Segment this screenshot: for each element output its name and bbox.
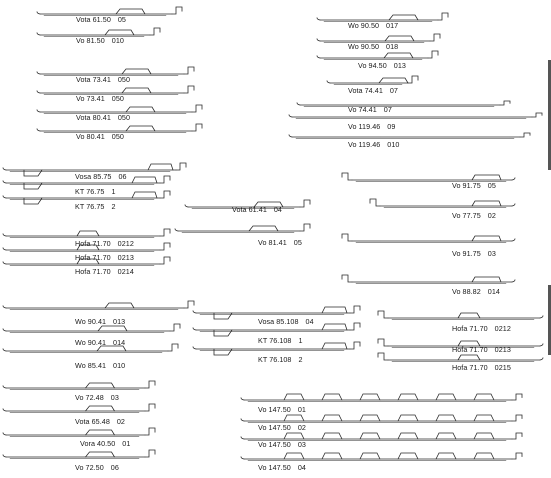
needle-butt [438,13,448,20]
needle-code: 06 [110,463,119,472]
needle-tooth [436,433,456,439]
needle-model: Hofa 71.70 [75,239,111,248]
needle-step [458,355,480,360]
needle-code: 06 [118,172,127,181]
needle-label [348,43,398,51]
needle-step [126,107,155,112]
needle-model: Vo 147.50 [258,463,291,472]
needle-drawing [342,234,515,243]
needle-drawing [37,67,194,76]
needle-step [472,277,501,282]
needle-tooth [436,394,456,400]
needle-hook [289,135,292,137]
needle-hook [512,280,515,282]
needle-step [214,330,232,336]
needle-butt [342,173,352,180]
needle-code: 050 [117,113,131,122]
needle-hook [3,262,6,264]
needle-code: 02 [116,417,125,426]
needle-step [24,183,42,189]
needle-butt [170,324,180,331]
needle-hook [37,72,40,74]
needle-model: Vo 74.41 [348,105,377,114]
needle-hook [540,358,543,360]
needle-step [384,53,413,58]
needle-step [389,15,418,20]
needle-model: Vo 81.50 [76,36,105,45]
needle-hook [37,91,40,93]
needle-step [214,349,232,355]
needle-label [75,464,119,472]
needle-step [126,126,155,131]
needle-label [452,250,496,258]
needle-code: 050 [111,94,124,103]
needle-tooth [360,433,380,439]
needle-code: 0212 [117,239,134,248]
needle-drawing [378,311,543,320]
needle-butt [150,28,160,35]
needle-label [452,325,511,333]
needle-code: 0214 [117,267,134,276]
needle-label [258,356,303,364]
needle-code: 04 [297,463,306,472]
needle-drawing [3,301,194,310]
needle-model: Vo 147.50 [258,440,291,449]
needle-code: 05 [293,238,302,247]
needle-butt [500,101,510,105]
needle-butt [176,163,186,170]
needle-step [322,343,347,349]
needle-model: KT 76.75 [75,202,105,211]
needle-butt [172,7,182,14]
needle-model: Vo 91.75 [452,181,481,190]
needle-tooth [398,394,418,400]
needle-label [452,364,511,372]
needle-step [458,313,480,318]
needle-hook [297,103,300,105]
needle-step [379,78,408,83]
needle-label [75,339,125,347]
needle-label [258,337,303,345]
needle-butt [184,301,194,308]
needle-label [75,268,134,276]
needle-model: Wo 85.41 [75,361,107,370]
needle-tooth [322,453,342,459]
needle-butt [408,76,418,83]
needle-step [86,383,115,388]
needle-hook [3,181,6,183]
needle-hook [175,229,178,231]
needle-butt [342,234,352,241]
needle-model: Vo 94.50 [358,61,387,70]
needle-drawing [297,101,510,107]
needle-model: Vota 61.50 [76,15,111,24]
needle-code: 09 [387,122,396,131]
needle-hook [37,110,40,112]
needle-tooth [284,415,304,421]
needle-code: 017 [386,21,399,30]
needle-model: Hofa 71.70 [452,363,488,372]
needle-butt [378,339,388,346]
needle-step [86,452,115,457]
needle-hook [512,204,515,206]
needle-butt [145,450,155,457]
needle-code: 010 [113,361,126,370]
needle-hook [3,433,6,435]
needle-model: Vota 65.48 [75,417,110,426]
needle-drawing [241,394,522,402]
needle-label [348,106,392,114]
needle-hook [327,81,330,83]
needle-step [472,175,501,180]
needle-step [148,164,173,170]
needle-code: 05 [117,15,126,24]
needle-label [348,87,398,95]
needle-tooth [474,415,494,421]
needle-code: 014 [113,338,126,347]
needle-code: 010 [111,36,124,45]
needle-code: 010 [387,140,400,149]
needle-label [76,133,124,141]
needle-model: Vo 73.41 [76,94,105,103]
needle-model: Hofa 71.70 [75,267,111,276]
needle-tooth [474,433,494,439]
needle-hook [3,168,6,170]
needle-label [358,62,406,70]
needle-drawing [378,353,543,362]
needle-model: Vo 91.75 [452,249,481,258]
needle-hook [193,328,196,330]
needle-code: 2 [111,202,116,211]
needle-step [214,313,232,319]
needle-label [75,203,116,211]
needle-model: Vo 147.50 [258,423,291,432]
needle-hook [241,419,244,421]
needle-hook [317,56,320,58]
needle-model: Vo 81.41 [258,238,287,247]
needle-butt [428,51,438,58]
needle-tooth [398,415,418,421]
needle-step [322,324,347,330]
needle-butt [160,257,170,264]
needle-step [472,236,501,241]
needle-drawing [175,224,310,233]
needle-code: 1 [298,336,303,345]
needle-butt [512,415,522,421]
needle-model: Vora 40.50 [80,439,116,448]
needle-code: 0212 [494,324,511,333]
needle-label [258,464,306,472]
needle-model: Wo 90.41 [75,317,107,326]
needle-step [86,406,115,411]
needle-drawing [317,13,448,22]
needle-code: 0213 [117,253,134,262]
needle-step [98,326,127,331]
needle-hook [193,311,196,313]
needle-hook [37,12,40,14]
needle-hook [512,178,515,180]
needle-butt [350,306,360,313]
needle-step [116,9,145,14]
needle-model: Vo 80.41 [76,132,105,141]
needle-hook [3,196,6,198]
needle-step [86,430,115,435]
needle-model: Vo 119.46 [348,140,381,149]
needle-butt [370,199,380,206]
needle-drawing [3,381,155,390]
needle-model: KT 76.108 [258,355,292,364]
needle-label [258,239,302,247]
needle-tooth [436,453,456,459]
needle-model: Vota 74.41 [348,86,383,95]
needle-label [76,95,124,103]
needle-tooth [360,415,380,421]
needle-drawing [241,415,522,423]
needle-butt [520,133,530,137]
needle-model: Wo 90.41 [75,338,107,347]
needle-butt [184,67,194,74]
needle-code: 050 [117,75,131,84]
needle-code: 07 [389,86,398,95]
needle-model: Vo 72.48 [75,393,104,402]
needle-hook [241,457,244,459]
needle-butt [192,105,202,112]
needle-butt [160,243,170,250]
needle-hook [3,248,6,250]
needle-label [232,206,282,214]
needle-model: Vosa 85.108 [258,317,299,326]
needle-tooth [322,394,342,400]
needle-tooth [474,394,494,400]
needle-model: Vota 73.41 [76,75,111,84]
needle-hook [317,18,320,20]
needle-tooth [398,453,418,459]
needle-butt [532,113,542,117]
needle-butt [342,275,352,282]
needle-code: 050 [111,132,124,141]
needle-model: Vo 88.82 [452,287,481,296]
needle-model: Vota 61.41 [232,205,267,214]
needle-code: 0213 [494,345,511,354]
needle-label [258,406,306,414]
needle-label [80,440,130,448]
needle-step [105,30,134,35]
needle-code: 1 [111,187,116,196]
needle-code: 018 [386,42,399,51]
needle-code: 014 [487,287,500,296]
needle-butt [184,86,194,93]
needle-butt [160,176,170,183]
needle-code: 01 [122,439,131,448]
needle-butt [160,191,170,198]
needle-drawing [289,113,542,119]
needle-drawing [342,275,515,284]
needle-drawing [3,404,155,413]
needle-hook [193,347,196,349]
needle-label [75,362,125,370]
needle-label [348,123,395,131]
needle-label [258,318,314,326]
needle-label [452,212,496,220]
needle-step [105,303,134,308]
needle-label [76,114,130,122]
needle-model: Vota 80.41 [76,113,111,122]
needle-butt [192,124,202,131]
needle-step [385,36,414,41]
needle-code: 013 [113,317,126,326]
needle-model: Vo 72.50 [75,463,104,472]
needle-label [75,254,134,262]
needle-label [348,22,398,30]
needle-drawing [289,133,530,139]
needle-butt [378,353,388,360]
needle-label [75,418,125,426]
needle-hook [3,349,6,351]
needle-step [24,198,42,204]
needle-code: 04 [305,317,314,326]
needle-model: Wo 90.50 [348,42,380,51]
needle-step [122,69,151,74]
needle-hook [3,455,6,457]
needle-butt [512,433,522,439]
needle-label [75,173,127,181]
needle-model: Wo 90.50 [348,21,380,30]
needle-tooth [436,415,456,421]
needle-code: 03 [110,393,119,402]
needle-label [348,141,399,149]
needle-label [452,346,511,354]
needle-butt [378,311,388,318]
needle-butt [300,200,310,207]
needle-step [77,231,99,236]
needle-hook [540,344,543,346]
needle-drawing [3,428,155,437]
needle-model: Hofa 71.70 [452,324,488,333]
needle-hook [37,129,40,131]
needle-model: KT 76.108 [258,336,292,345]
needle-model: KT 76.75 [75,187,105,196]
needle-step [24,170,42,176]
needle-butt [512,453,522,459]
needle-butt [145,404,155,411]
needle-step [322,307,347,313]
needle-hook [3,409,6,411]
needle-drawing [3,229,170,238]
needle-tooth [322,433,342,439]
needle-hook [540,316,543,318]
needle-hook [37,33,40,35]
needle-butt [430,34,440,41]
needle-model: Vo 147.50 [258,405,291,414]
needle-butt [145,428,155,435]
needle-butt [350,342,360,349]
needle-label [75,188,116,196]
needle-drawing [317,51,438,60]
needle-code: 01 [297,405,306,414]
needle-label [452,288,500,296]
needle-tooth [322,415,342,421]
needle-hook [3,234,6,236]
needle-tooth [360,394,380,400]
needle-code: 07 [383,105,392,114]
needle-hook [3,306,6,308]
needle-label [75,394,119,402]
needle-drawing [241,453,522,461]
needle-step [132,177,157,183]
needle-code: 013 [393,61,406,70]
needle-butt [145,381,155,388]
needle-hook [3,386,6,388]
needle-hook [3,329,6,331]
needle-tooth [284,433,304,439]
needle-model: Hofa 71.70 [452,345,488,354]
needle-step [132,192,157,198]
needle-hook [241,437,244,439]
needle-model: Hofa 71.70 [75,253,111,262]
needle-butt [512,394,522,400]
needle-label [76,16,126,24]
needle-label [75,240,134,248]
needle-code: 04 [273,205,282,214]
needle-code: 03 [297,440,306,449]
needle-model: Vosa 85.75 [75,172,112,181]
needle-step [249,226,278,231]
needle-code: 02 [297,423,306,432]
needle-code: 02 [487,211,496,220]
needle-label [452,182,496,190]
needle-tooth [360,453,380,459]
needle-model: Vo 119.46 [348,122,381,131]
needle-tooth [284,453,304,459]
needle-hook [317,39,320,41]
needle-hook [512,239,515,241]
needle-label [258,424,306,432]
needle-tooth [284,394,304,400]
needle-tooth [474,453,494,459]
needle-code: 03 [487,249,496,258]
needle-butt [300,224,310,231]
needle-hook [185,205,188,207]
needle-code: 0215 [494,363,511,372]
needle-drawing [327,76,418,85]
needle-butt [160,229,170,236]
needle-butt [350,323,360,330]
needle-drawing [370,199,515,208]
needle-label [75,318,125,326]
needle-hook [241,398,244,400]
needle-step [472,201,501,206]
needle-butt [168,344,178,351]
needle-code: 2 [298,355,303,364]
needle-label [76,37,124,45]
needle-model: Vo 77.75 [452,211,481,220]
needle-label [258,441,306,449]
needle-step [122,88,151,93]
needle-tooth [398,433,418,439]
needle-code: 05 [487,181,496,190]
needle-label [76,76,130,84]
needle-hook [289,115,292,117]
needle-drawing [3,450,155,459]
